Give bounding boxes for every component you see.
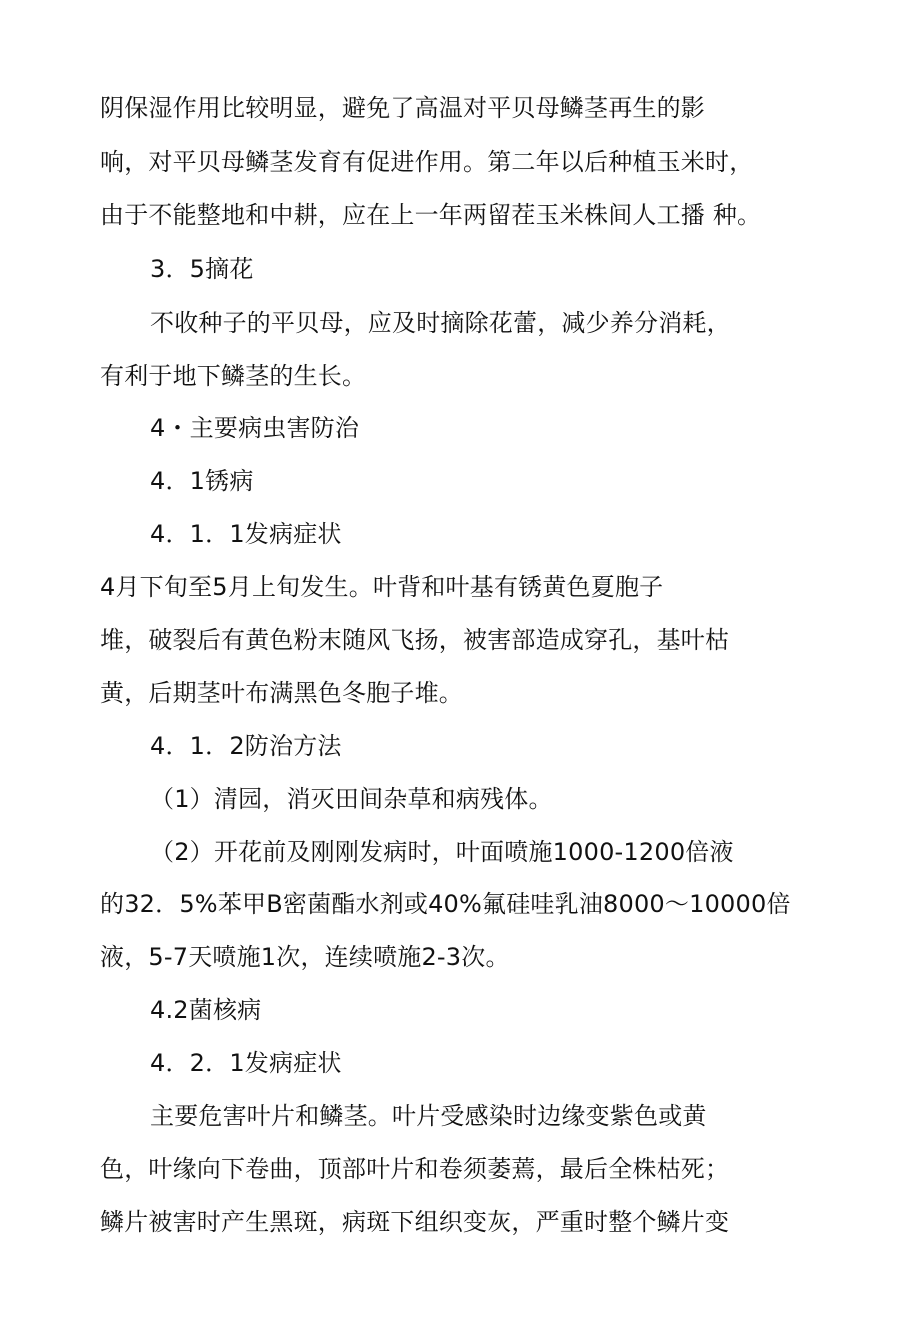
section-heading: 4．2．1发病症状: [150, 1049, 342, 1077]
paragraph-line: 色，叶缘向下卷曲，顶部叶片和卷须萎蔫，最后全株枯死；: [100, 1155, 730, 1183]
paragraph-line: 不收种子的平贝母，应及时摘除花蕾，减少养分消耗，: [150, 309, 731, 337]
paragraph-line: 响，对平贝母鳞茎发育有促进作用。第二年以后种植玉米时，: [100, 148, 754, 176]
section-heading: 4・主要病虫害防治: [150, 414, 360, 442]
section-heading: 4．1锈病: [150, 467, 254, 495]
list-item: （2）开花前及刚刚发病时，叶面喷施1000-1200倍液: [150, 838, 734, 866]
paragraph-line: 主要危害叶片和鳞茎。叶片受感染时边缘变紫色或黄: [150, 1102, 707, 1130]
section-heading: 4．1．2防治方法: [150, 732, 342, 760]
list-item: （1）清园，消灭田间杂草和病残体。: [150, 785, 553, 813]
section-heading: 3．5摘花: [150, 255, 254, 283]
section-heading: 4.2菌核病: [150, 996, 262, 1024]
paragraph-line: 堆，破裂后有黄色粉末随风飞扬，被害部造成穿孔，基叶枯: [100, 626, 730, 654]
paragraph-line: 黄，后期茎叶布满黑色冬胞子堆。: [100, 679, 463, 707]
paragraph-line: 4月下旬至5月上旬发生。叶背和叶基有锈黄色夏胞子: [100, 573, 664, 601]
paragraph-line: 有利于地下鳞茎的生长。: [100, 362, 367, 390]
paragraph-line: 鳞片被害时产生黑斑，病斑下组织变灰，严重时整个鳞片变: [100, 1208, 730, 1236]
paragraph-line: 阴保湿作用比较明显，避免了高温对平贝母鳞茎再生的影: [100, 94, 705, 122]
paragraph-line: 由于不能整地和中耕，应在上一年两留茬玉米株间人工播 种。: [100, 201, 762, 229]
section-heading: 4．1．1发病症状: [150, 520, 342, 548]
paragraph-line: 的32．5%苯甲B密菌酯水剂或40%氟硅哇乳油8000～10000倍: [100, 890, 791, 918]
paragraph-line: 液，5-7天喷施1次，连续喷施2-3次。: [100, 943, 510, 971]
